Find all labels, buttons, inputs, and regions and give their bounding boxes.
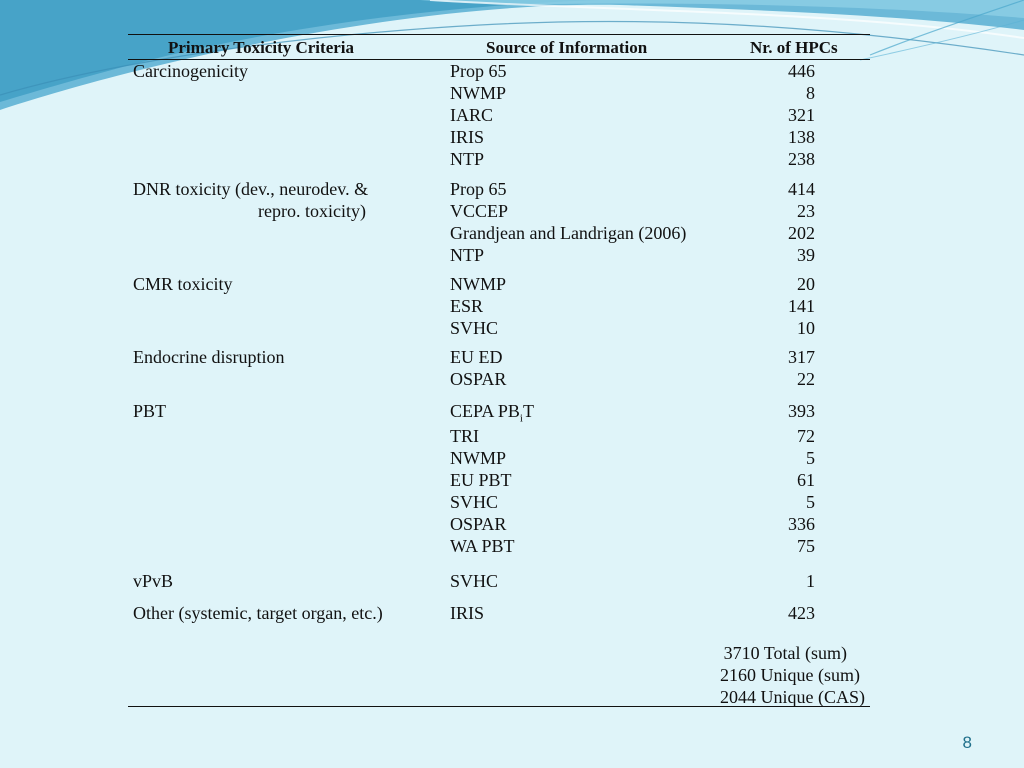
source-column: [450, 400, 534, 557]
count-cell: 393: [788, 401, 815, 421]
source-cell: NWMP: [450, 274, 507, 294]
criteria-line: PBT: [133, 401, 167, 421]
count-cell: 141: [788, 296, 815, 316]
header-source-of-information: Source of Information: [486, 38, 648, 57]
criteria-line: vPvB: [133, 571, 174, 591]
source-cell: NWMP: [450, 83, 507, 103]
criteria-label: [133, 178, 368, 222]
count-cell: 75: [797, 536, 815, 556]
source-cell: EU ED: [450, 347, 503, 367]
count-cell: 446: [788, 61, 815, 81]
source-cell: NTP: [450, 149, 485, 169]
count-cell: 321: [788, 105, 815, 125]
source-column: [450, 570, 498, 592]
criteria-label: [133, 346, 284, 368]
unique-sum: 2160 Unique (sum): [720, 665, 860, 685]
source-cell: IRIS: [450, 603, 485, 623]
source-column: [450, 60, 507, 170]
count-cell: 61: [797, 470, 815, 490]
count-column: [788, 602, 815, 624]
criteria-label: [133, 570, 173, 592]
source-cell: ESR: [450, 296, 484, 316]
source-cell: TRI: [450, 426, 479, 446]
count-cell: 10: [797, 318, 815, 338]
criteria-line: Other (systemic, target organ, etc.): [133, 603, 383, 623]
count-cell: 5: [806, 448, 815, 468]
table-top-rule: [128, 34, 870, 35]
count-cell: 138: [788, 127, 815, 147]
source-cell: SVHC: [450, 492, 499, 512]
source-subscript: i: [519, 412, 523, 425]
source-cell: Prop 65: [450, 179, 507, 199]
count-cell: 317: [788, 347, 815, 367]
criteria-label: [133, 400, 166, 422]
count-cell: 22: [797, 369, 815, 389]
source-column: [450, 602, 484, 624]
count-column: [788, 273, 815, 339]
criteria-label: [133, 60, 248, 82]
header-primary-toxicity-criteria: Primary Toxicity Criteria: [168, 38, 355, 57]
count-column: [788, 346, 815, 390]
count-cell: 414: [788, 179, 815, 199]
source-text-tail: T: [522, 401, 534, 421]
source-cell: OSPAR: [450, 369, 507, 389]
criteria-label: [133, 273, 233, 295]
count-cell: 202: [788, 223, 815, 243]
source-text: CEPA PB: [450, 401, 520, 421]
count-cell: 423: [788, 603, 815, 623]
criteria-line: CMR toxicity: [133, 274, 233, 294]
count-cell: 39: [797, 245, 815, 265]
source-cell: IARC: [450, 105, 494, 125]
count-cell: 336: [788, 514, 815, 534]
source-cell: SVHC: [450, 571, 499, 591]
page-number: 8: [962, 733, 972, 752]
count-cell: 20: [797, 274, 815, 294]
criteria-line: repro. toxicity): [258, 201, 366, 221]
source-cell: IRIS: [450, 127, 485, 147]
source-column: [450, 178, 686, 266]
count-cell: 8: [806, 83, 815, 103]
criteria-label: [133, 602, 383, 624]
source-cell: NWMP: [450, 448, 507, 468]
table-bottom-rule: [128, 706, 870, 707]
count-column: [806, 570, 815, 592]
count-column: [788, 400, 815, 557]
count-column: [788, 178, 815, 266]
total-sum: 3710 Total (sum): [723, 643, 847, 663]
source-cell: Prop 65: [450, 61, 507, 81]
source-cell: OSPAR: [450, 514, 507, 534]
count-cell: 1: [806, 571, 815, 591]
header-nr-of-hpcs: Nr. of HPCs: [750, 38, 838, 57]
source-column: [450, 273, 506, 339]
source-column: [450, 346, 506, 390]
source-cell: EU PBT: [450, 470, 512, 490]
totals-block: [600, 642, 865, 708]
criteria-line: Endocrine disruption: [133, 347, 285, 367]
source-cell: [450, 400, 534, 425]
criteria-line: Carcinogenicity: [133, 61, 248, 81]
count-cell: 5: [806, 492, 815, 512]
source-cell: WA PBT: [450, 536, 515, 556]
source-cell: Grandjean and Landrigan (2006): [450, 223, 687, 243]
count-column: [788, 60, 815, 170]
source-cell: NTP: [450, 245, 485, 265]
unique-cas: 2044 Unique (CAS): [720, 687, 865, 707]
count-cell: 238: [788, 149, 815, 169]
count-cell: 23: [797, 201, 815, 221]
source-cell: SVHC: [450, 318, 499, 338]
source-cell: VCCEP: [450, 201, 509, 221]
count-cell: 72: [797, 426, 815, 446]
criteria-line: DNR toxicity (dev., neurodev. &: [133, 179, 369, 199]
